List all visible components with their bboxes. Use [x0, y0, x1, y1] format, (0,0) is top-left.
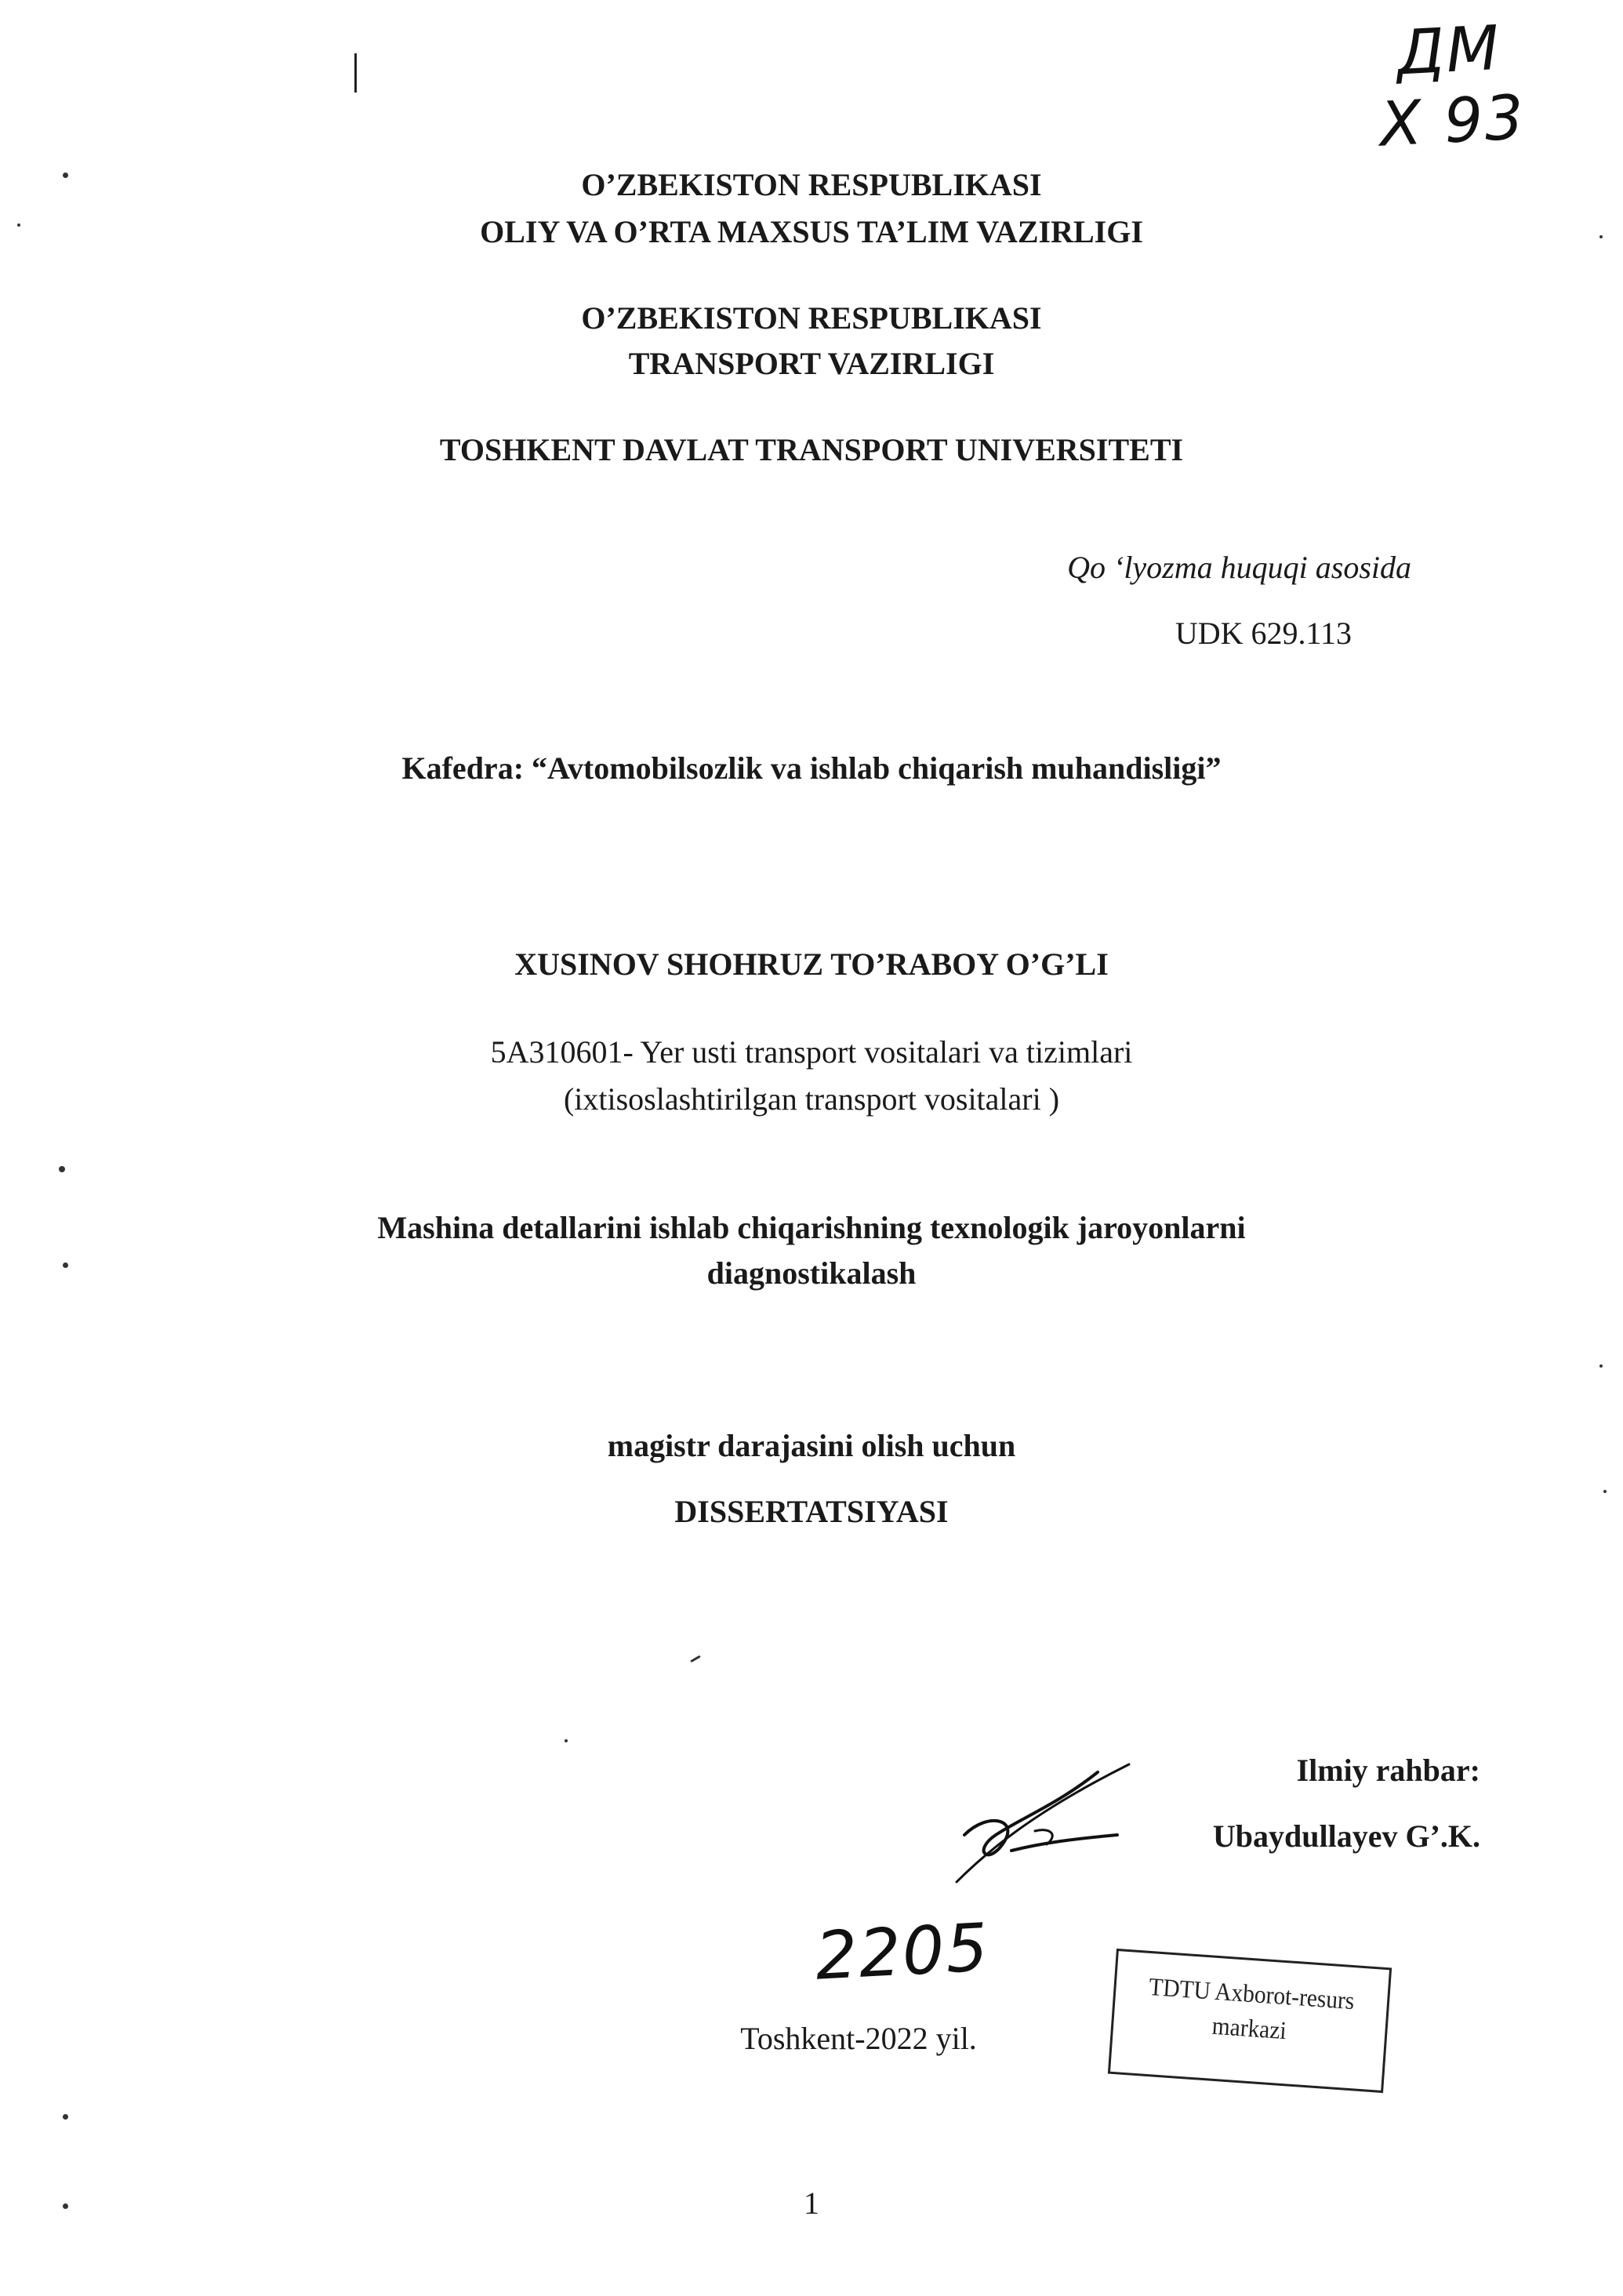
scan-speck — [17, 223, 20, 227]
document-type: DISSERTATSIYASI — [674, 1494, 949, 1529]
specialty-line2: (ixtisoslashtirilgan transport vositalari ) — [563, 1081, 1060, 1117]
scan-speck — [565, 1739, 568, 1742]
scan-speck — [63, 1262, 68, 1268]
scan-speck — [63, 2114, 68, 2120]
university-name: TOSHKENT DAVLAT TRANSPORT UNIVERSITETI — [439, 432, 1184, 467]
specialty-line1: 5A310601- Yer usti transport vositalari va tizimlari — [490, 1034, 1133, 1070]
udk-code: UDK 629.113 — [1175, 616, 1352, 651]
page-number: 1 — [804, 2185, 819, 2221]
scan-speck — [1599, 235, 1603, 238]
scan-speck — [1603, 1490, 1607, 1493]
scan-speck — [1599, 1364, 1603, 1368]
supervisor-name: Ubaydullayev G’.K. — [1212, 1818, 1480, 1854]
thesis-title-line1: Mashina detallarini ishlab chiqarishning texnologik jaroyonlarni — [377, 1210, 1246, 1245]
ministry1-line2: OLIY VA O’RTA MAXSUS TA’LIM VAZIRLIGI — [480, 214, 1143, 249]
scan-speck — [63, 2203, 68, 2209]
ministry1-line1: O’ZBEKISTON RESPUBLIKASI — [581, 167, 1042, 202]
ministry2-line2: TRANSPORT VAZIRLIGI — [628, 346, 995, 381]
stamp-line1: TDTU Axborot-resurs — [1148, 1971, 1356, 2015]
scan-speck — [690, 1655, 701, 1663]
corner-note-line1: ДМ — [1395, 13, 1503, 89]
thesis-title-line2: diagnostikalash — [706, 1255, 917, 1291]
supervisor-label: Ilmiy rahbar: — [1296, 1753, 1480, 1788]
handwritten-number: 2205 — [813, 1909, 992, 1995]
supervisor-signature — [941, 1757, 1145, 1890]
scan-speck — [59, 1166, 65, 1172]
rights-note: Qo ‘lyozma huquqi asosida — [1067, 550, 1411, 585]
department: Kafedra: “Avtomobilsozlik va ishlab chiqarish muhandisligi” — [401, 750, 1222, 786]
library-stamp — [1108, 1949, 1392, 2093]
degree-line: magistr darajasini olish uchun — [607, 1428, 1016, 1463]
place-year: Toshkent-2022 yil. — [740, 2021, 977, 2056]
ministry2-line1: O’ZBEKISTON RESPUBLIKASI — [581, 300, 1042, 336]
author-name: XUSINOV SHOHRUZ TO’RABOY O’G’LI — [514, 946, 1109, 982]
margin-mark — [354, 53, 357, 93]
corner-note — [1345, 10, 1556, 162]
stamp-line2: markazi — [1211, 2011, 1287, 2045]
corner-note-line2: X 93 — [1378, 82, 1527, 161]
scan-speck — [63, 173, 68, 178]
